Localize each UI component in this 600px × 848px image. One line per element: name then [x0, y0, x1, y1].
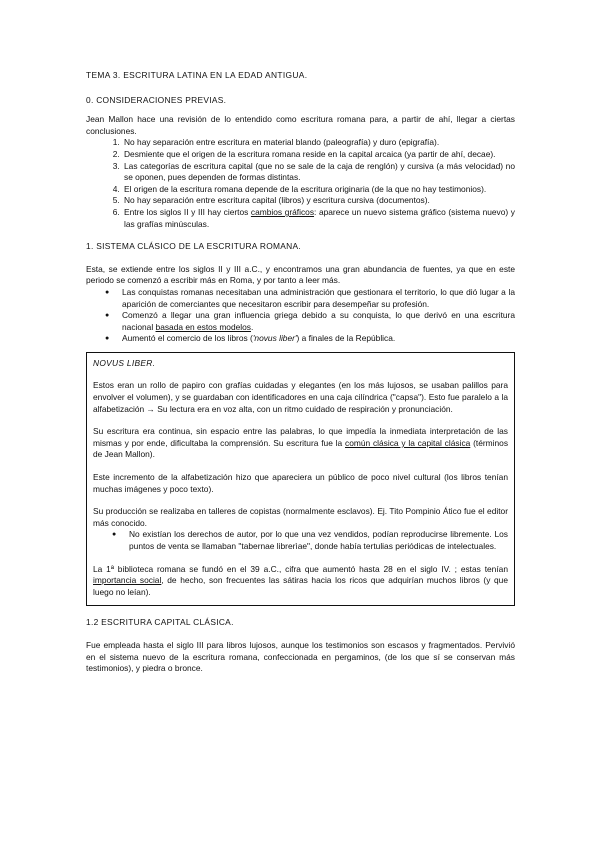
section-1-2-heading: 1.2 ESCRITURA CAPITAL CLÁSICA. [86, 617, 234, 628]
box-bullets [93, 529, 508, 552]
list-item: ● Las conquistas romanas necesitaban una administración que gestionara el territorio, lo que dió lugar a la aparición de comerciantes que necesitaron escribir para desempeñar su profesión. [122, 287, 515, 310]
list-item: 2. Desmiente que el origen de la escritura romana reside en la capital arcaica (ya partir de ahí, decae). [122, 149, 515, 161]
bullet-2-text: Comenzó a llegar una gran influencia griega debido a su conquista, lo que derivó en una escritura nacional [122, 310, 515, 332]
document-title: TEMA 3. ESCRITURA LATINA EN LA EDAD ANTIGUA. [86, 70, 308, 80]
list-item [122, 310, 515, 333]
bullet-3-text: Aumentó el comercio de los libros ( [122, 333, 253, 344]
list-item: 5. No hay separación entre escritura capital (libros) y escritura cursiva (documentos). [122, 195, 515, 207]
box-p5-underlined: importancia social [93, 575, 162, 586]
section-1-heading: 1. SISTEMA CLÁSICO DE LA ESCRITURA ROMANA. [86, 241, 302, 252]
bullet-2-underlined: basada en estos modelos [155, 321, 251, 332]
section-1-bullets [86, 287, 515, 345]
box-paragraph: Su producción se realizaba en talleres de copistas (normalmente esclavos). Ej. Tito Pompinio Ático fue el editor más conocido. [93, 506, 508, 528]
section-0-intro: Jean Mallon hace una revisión de lo entendido como escritura romana para, a partir de ahí, llegar a ciertas conclusiones. [86, 114, 515, 136]
considerations-list [86, 137, 515, 230]
list-item: 3. Las categorías de escritura capital (que no se sale de la caja de renglón) y cursiva (a más velocidad) no se oponen, pues dependen de formas distintas. [122, 161, 515, 184]
document-content [86, 70, 515, 675]
box-p2-underlined: común clásica y la capital clásica [345, 437, 471, 448]
bullet-3-text-end: ) a finales de la República. [296, 333, 396, 344]
section-1-2-paragraph: Fue empleada hasta el siglo III para libros lujosos, aunque los testimonios son escasos y fragmentados. Pervivió en el sistema nuevo de la escritura romana, confeccionada en pergaminos, (de los que sí se conservan más testimonios), y piedra o bronce. [86, 639, 515, 674]
item-6-text: Entre los siglos II y III hay ciertos [124, 206, 251, 217]
box-p2-text: Su escritura era continua, sin espacio entre las palabras, lo que impedía la inmediata interpretación de las mismas y por ende, dificultaba la comprensión. Su escritura fue la [93, 426, 508, 448]
box-paragraph: Estos eran un rollo de papiro con grafías cuidadas y elegantes (en los más lujosos, se usaban palillos para envolver el volumen), y se guardaban con identificadores en una caja cilíndrica ("capsa"). Esto fue paralelo a la alfabetización → Su lectura era en voz alta, con un ritmo cuidado de respiración y pronunciación. [93, 380, 508, 414]
box-p2-text-end: (términos de Jean Mallon). [93, 437, 509, 460]
list-item: ● No existían los derechos de autor, por lo que una vez vendidos, podían reproducirse libremente. Los puntos de venta se llamaban "tabernae librerìae", donde había tertulias periódicas de intelectuales. [129, 529, 508, 552]
section-0-heading: 0. CONSIDERACIONES PREVIAS. [86, 94, 227, 105]
list-item [122, 207, 515, 230]
item-6-underlined: cambios gráficos [250, 206, 315, 217]
item-6-text-end: : aparece un nuevo sistema gráfico (sistema nuevo) y las grafías minúsculas. [124, 206, 515, 229]
novus-liber-box [86, 352, 515, 607]
box-paragraph: Este incremento de la alfabetización hizo que apareciera un público de poco nivel cultural (los libros tenían muchas imágenes y poco texto). [93, 472, 508, 494]
box-paragraph [93, 426, 508, 461]
bullet-3-italic: 'novus liber' [252, 333, 297, 344]
list-item [122, 333, 515, 345]
box-p5-text-end: , de hecho, son frecuentes las sátiras hacia los ricos que adquirían muchos libros (y que luego no leían). [93, 575, 508, 597]
list-item: 1. No hay separación entre escritura en material blando (paleografía) y duro (epigrafía). [122, 137, 515, 149]
list-item: 4. El origen de la escritura romana depende de la escritura originaria (de la que no hay testimonios). [122, 184, 515, 196]
section-1-intro: Esta, se extiende entre los siglos II y III a.C., y encontramos una gran abundancia de fuentes, ya que en este periodo se comenzó a escribir más en Roma, y por tanto a leer más. [86, 263, 515, 286]
box-paragraph [93, 564, 508, 599]
bullet-2-text-end: . [250, 321, 254, 332]
box-p5-text: La 1ª biblioteca romana se fundó en el 39 a.C., cifra que aumentó hasta 28 en el siglo IV. ; estas tenían [93, 563, 508, 574]
box-heading: NOVUS LIBER. [93, 357, 156, 368]
